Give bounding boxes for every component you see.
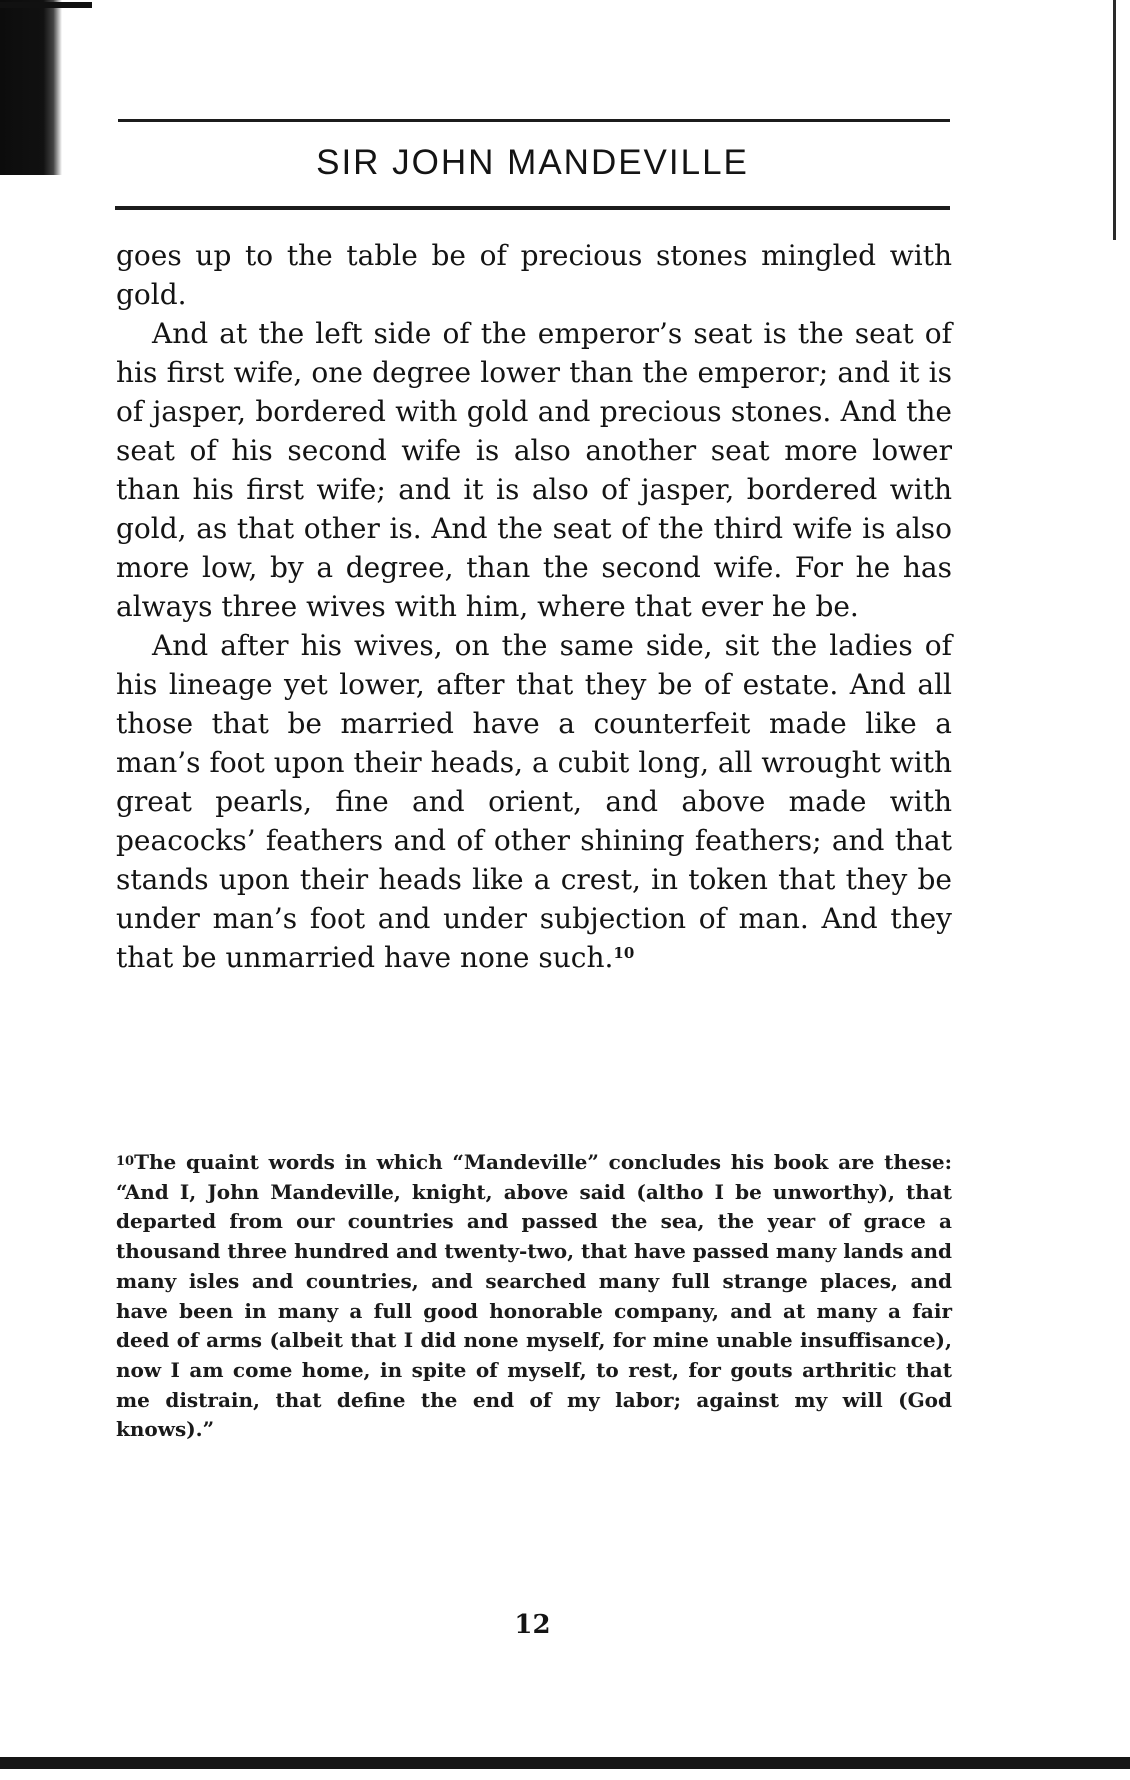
body-text bbox=[116, 236, 952, 977]
paragraph-ladies-lineage bbox=[116, 626, 952, 977]
scan-edge-bottom bbox=[0, 1757, 1130, 1769]
footnote-marker: 10 bbox=[116, 1154, 135, 1169]
header-rule-bottom bbox=[115, 206, 950, 210]
footnote-text: The quaint words in which “Mandeville” concludes his book are these: “And I, John Mandeville, knight, above said (altho I be unworthy), that departed from our countries and passed the sea, the year of grace a thousand three hundred and twenty-two, that have passed many lands and many isles and countries, and searched many full strange places, and have been in many a full good honorable company, and at many a fair deed of arms (albeit that I did none myself, for mine unable insuffisance), now I am come home, in spite of myself, to rest, for gouts arthritic that me distrain, that define the end of my labor; against my will (God knows).” bbox=[116, 1150, 952, 1442]
scan-edge-left-top bbox=[0, 2, 92, 8]
footnote bbox=[116, 1148, 952, 1445]
page-number: 12 bbox=[514, 1610, 551, 1640]
footnote-reference: 10 bbox=[613, 944, 635, 962]
header-rule-top bbox=[118, 119, 950, 122]
running-head: SIR JOHN MANDEVILLE bbox=[316, 143, 749, 182]
paragraph-ladies-lineage-text: And after his wives, on the same side, sit the ladies of his lineage yet lower, after that they be of estate. And all those that be married have a counterfeit made like a man’s foot upon their heads, a cubit long, all wrought with great pearls, fine and orient, and above made with peacocks’ feathers and of other shining feathers; and that stands upon their heads like a crest, in token that they be under man’s foot and under subjection of man. And they that be unmarried have none such. bbox=[116, 629, 952, 974]
scan-edge-right bbox=[1113, 0, 1116, 240]
paragraph-continued: goes up to the table be of precious stones mingled with gold. bbox=[116, 239, 952, 311]
scan-edge-left bbox=[0, 0, 62, 175]
paragraph-wives-seats: And at the left side of the emperor’s seat is the seat of his first wife, one degree lower than the emperor; and it is of jasper, bordered with gold and precious stones. And the seat of his second wife is also another seat more lower than his first wife; and it is also of jasper, bordered with gold, as that other is. And the seat of the third wife is also more low, by a degree, than the second wife. For he has always three wives with him, where that ever he be. bbox=[116, 317, 952, 623]
